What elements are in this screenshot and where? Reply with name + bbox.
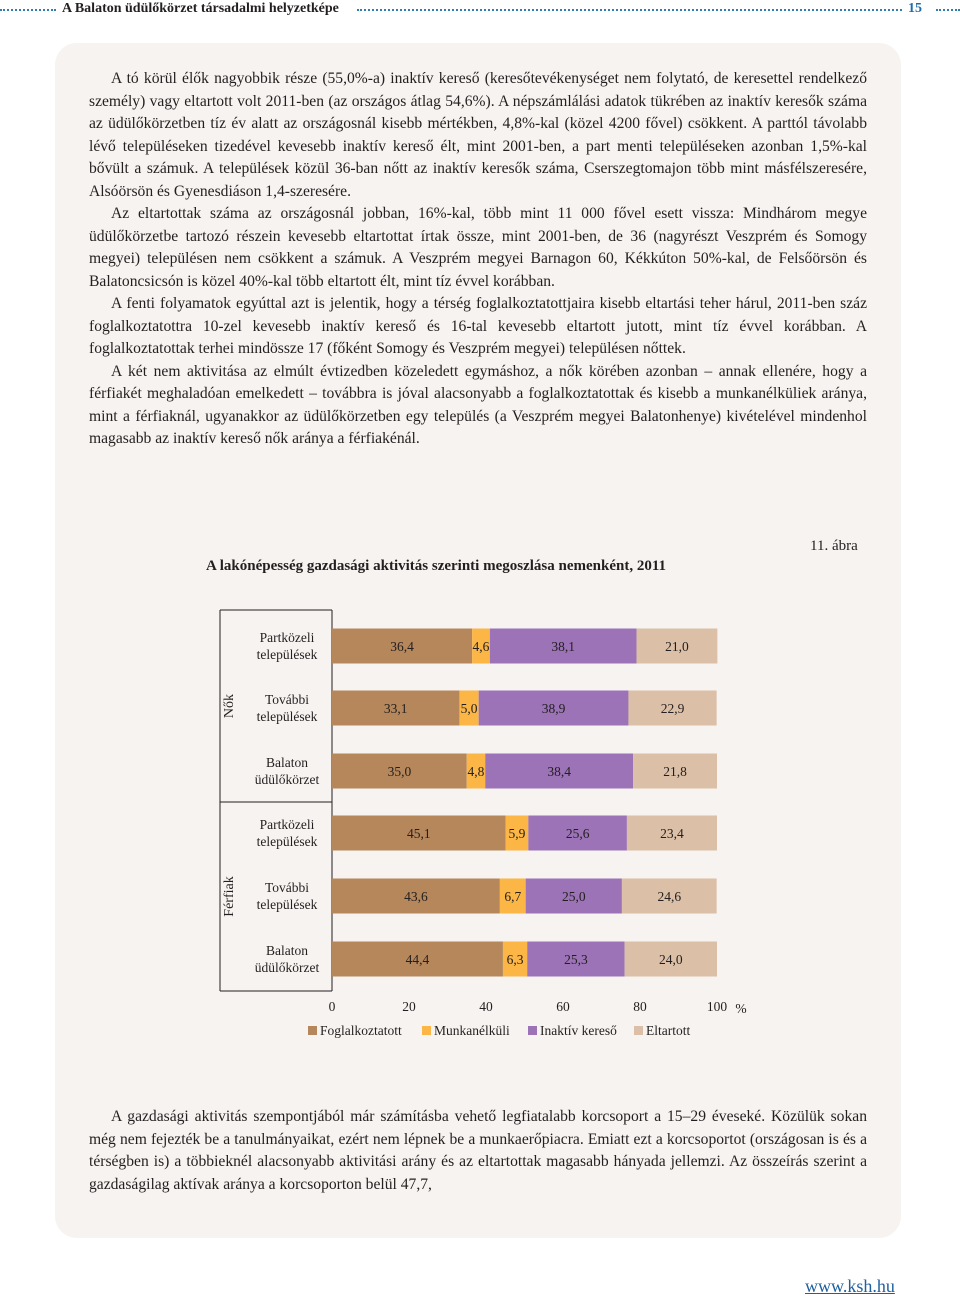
ksh-website-link[interactable]: www.ksh.hu [805, 1276, 895, 1296]
data-label: 38,4 [547, 764, 571, 779]
header-title: A Balaton üdülőkörzet társadalmi helyzetképe [62, 1, 339, 16]
header-dotted-rule-left [0, 9, 56, 11]
data-label: 35,0 [387, 764, 412, 779]
legend-label: Inaktív kereső [540, 1023, 617, 1038]
data-label: 25,6 [565, 826, 590, 841]
body-text-bottom [89, 1106, 867, 1196]
category-label: További [264, 880, 310, 895]
data-label: 21,0 [665, 639, 689, 654]
category-label: Partközeli [259, 817, 315, 832]
legend-label: Munkanélküli [434, 1023, 510, 1038]
data-label: 4,6 [472, 639, 490, 654]
category-label: települések [256, 709, 318, 724]
legend-swatch [634, 1026, 643, 1035]
category-label: üdülőkörzet [254, 772, 320, 787]
data-label: 45,1 [407, 826, 431, 841]
legend-label: Eltartott [646, 1023, 691, 1038]
category-label: További [264, 692, 310, 707]
data-label: 43,6 [404, 889, 428, 904]
x-tick-label: 0 [328, 999, 336, 1014]
group-label-women: Nők [222, 693, 237, 719]
data-label: 25,3 [564, 952, 588, 967]
paragraph-5: A gazdasági aktivitás szempontjából már számításba vehető legfiatalabb korcsoport a 15–29 éveseké. Közülük sokan még nem fejezték be a tanulmányaikat, ezért nem lépnek be a munkaerőpiacra. Emiatt ezt a korcsoportot (országosan is és a térségben is) a többieknél alacsonyabb aktivitási arány és az eltartottak magasabb hányada jellemzi. Az összeírás szerint a gazdaságilag aktívak aránya a korcsoporton belül 47,7, [89, 1108, 867, 1193]
category-label: üdülőkörzet [254, 960, 320, 975]
figure-title: A lakónépesség gazdasági aktivitás szerinti megoszlása nemenként, 2011 [206, 558, 666, 574]
data-label: 5,0 [460, 701, 478, 716]
data-label: 4,8 [467, 764, 485, 779]
legend-swatch [528, 1026, 537, 1035]
legend-swatch [308, 1026, 317, 1035]
page-number: 15 [908, 1, 922, 16]
category-label: települések [256, 897, 318, 912]
x-tick-label: 20 [402, 999, 416, 1014]
data-label: 21,8 [663, 764, 687, 779]
data-label: 25,0 [561, 889, 586, 904]
category-label: települések [256, 834, 318, 849]
header-dotted-rule-right [936, 9, 960, 11]
data-label: 36,4 [390, 639, 414, 654]
data-label: 33,1 [383, 701, 408, 716]
paragraph-2: Az eltartottak száma az országosnál jobban, 16%-kal, több mint 11 000 fővel esett vissza: Mindhárom megye üdülőkörzetbe tartozó részein kevesebb eltartottat írtak össze, mint 2001-ben, de 36 (nagyrészt Veszprém és Somogy megyei) településen nem csökkent a számuk. A Veszprém megyei Barnagon 60, Kékkúton 50%-kal, de Felsőörsön és Balatoncsicsón is közel 40%-kal több eltartott élt, mint tíz évvel korábban. [89, 205, 867, 290]
category-label: Balaton [266, 755, 308, 770]
paragraph-4: A két nem aktivitása az elmúlt évtizedben közeledett egymáshoz, a nők körében azonban – annak ellenére, hogy a férfiakét meghaladóan emelkedett – továbbra is jóval alacsonyabb a foglalkoztatottak és kisebb a munkanélküliek aránya, mint a férfiaknál, ugyanakkor az üdülőkörzetben egy település (a Veszprém megyei Balatonhenye) kivételével mindenhol magasabb az inaktív kereső nők aránya a férfiakénál. [89, 362, 867, 447]
data-label: 24,0 [658, 952, 683, 967]
stacked-bar-chart [190, 595, 750, 1055]
x-tick-label: 100 [706, 999, 728, 1014]
paragraph-1: A tó körül élők nagyobbik része (55,0%-a) inaktív kereső (keresőtevékenységet nem folytató, de keresettel rendelkező személy) vagy eltartott volt 2011-ben (az országos átlag 54,6%). A népszámlálási adatok tükrében az inaktív keresők száma az üdülőkörzetben tíz év alatt az országosnál kisebb mértékben, 4,8%-kal (közel 4200 fővel) csökkent. A parttól távolabb lévő településeken tizedével kevesebb inaktív kereső élt, mint 2001-ben, a part menti településeken azonban 1,5%-kal bővült a számuk. A települések közül 36-ban nőtt az inaktív keresők száma, Cserszegtomajon több mint másfélszeresére, Alsóörsön és Gyenesdiáson 1,4-szeresére. [89, 70, 867, 200]
x-tick-label: 40 [479, 999, 493, 1014]
x-tick-label: 80 [633, 999, 647, 1014]
category-label: Partközeli [259, 630, 315, 645]
data-label: 6,3 [506, 952, 524, 967]
data-label: 6,7 [504, 889, 522, 904]
figure-number: 11. ábra [810, 538, 858, 554]
data-label: 44,4 [405, 952, 430, 967]
data-label: 22,9 [660, 701, 685, 716]
body-text-top [89, 68, 867, 451]
x-tick-label: 60 [556, 999, 570, 1014]
x-axis-unit: % [735, 1001, 747, 1016]
category-label: Balaton [266, 943, 308, 958]
header-dotted-rule [357, 9, 902, 11]
data-label: 23,4 [660, 826, 684, 841]
data-label: 38,1 [551, 639, 576, 654]
page-header [0, 0, 960, 20]
data-label: 24,6 [657, 889, 682, 904]
legend-label: Foglalkoztatott [320, 1023, 402, 1038]
data-label: 38,9 [541, 701, 566, 716]
data-label: 5,9 [508, 826, 526, 841]
legend-swatch [422, 1026, 431, 1035]
paragraph-3: A fenti folyamatok egyúttal azt is jelentik, hogy a térség foglalkoztatottjaira kisebb eltartási teher hárul, 2011-ben száz foglalkoztatottra 10-zel kevesebb inaktív kereső és 16-tal kevesebb eltartott jutott, mint tíz évvel korábban. A foglalkoztatottak terhei mindössze 17 (főként Somogy és Veszprém megyei) településen nőttek. [89, 295, 867, 357]
category-label: települések [256, 647, 318, 662]
group-label-men: Férfiak [222, 876, 237, 917]
